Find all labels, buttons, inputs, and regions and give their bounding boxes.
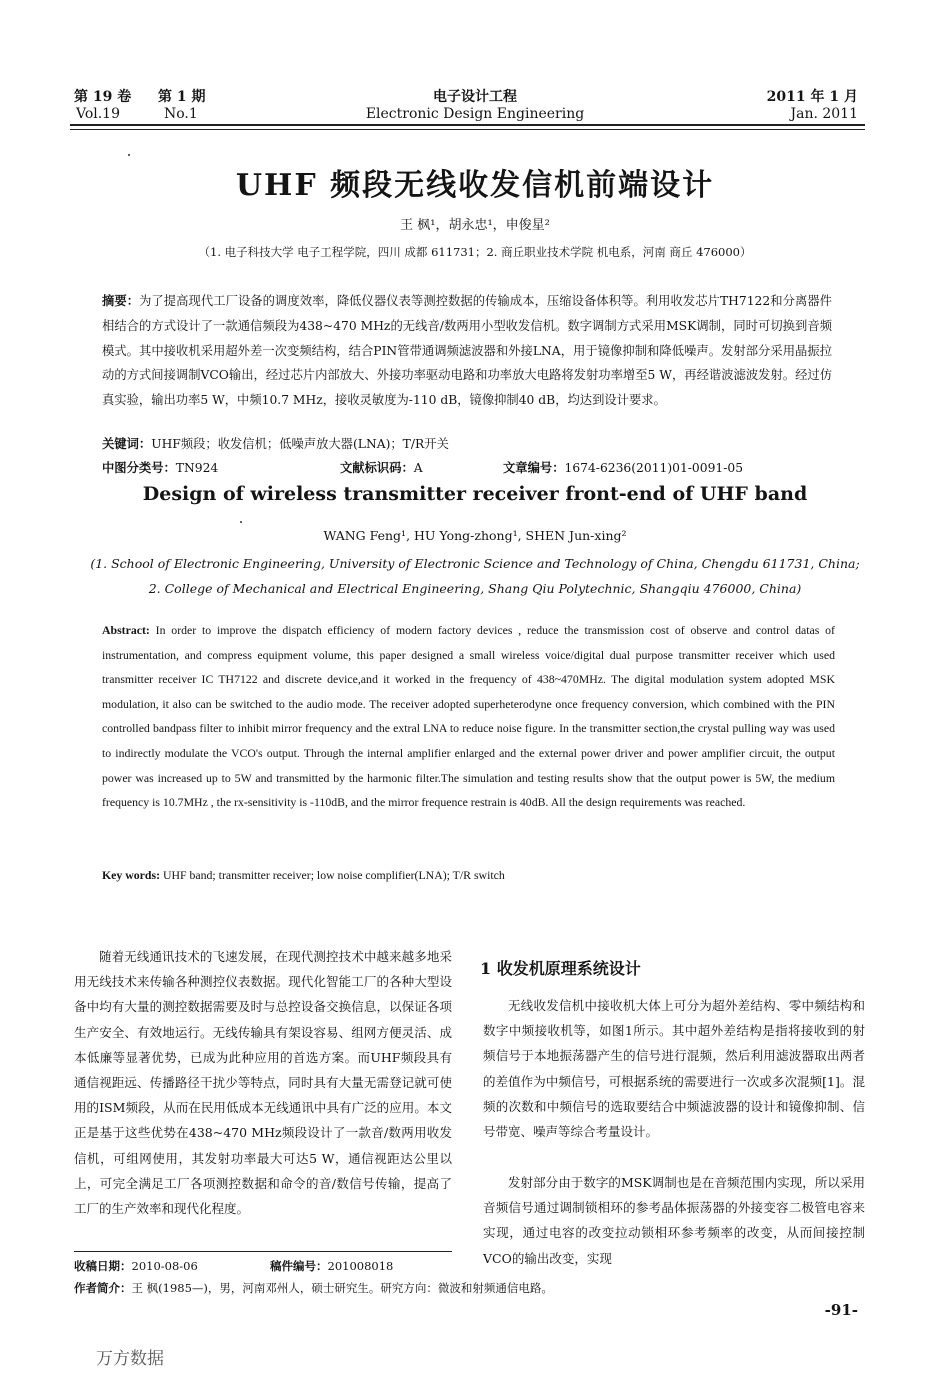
manuscript-number [270,1258,393,1274]
header-date-cn: 2011 年 1 月 [766,89,858,105]
abstract-en-text: In order to improve the dispatch efficiency of modern factory devices , reduce the transmission cost of observe and control datas of instrumentation, and compress equipment volume, this paper designed a small wireless voice/digital dual purpose transmitter receiver which used transmitter receiver IC TH7122 and discrete device,and it worked in the frequency of 438~470MHz. The digital modulation system adopted MSK modulation, it also can be switched to the audio mode. The receiver adopted superheterodyne once frequency conversion, which combined with the PIN controlled bandpass filter to inhibit mirror frequency and the extral LNA to reduce noise figure. In the transmitter section,the crystal pulling way was used to indirectly modulate the VCO's output. Through the internal amplifier enlarged and the external power driver and power amplifier circuit, the output power was increased up to 5W and transmitted by the harmonic filter.The simulation and testing results show that the output power is 5W, the medium frequency is 10.7MHz , the rx-sensitivity is -110dB, and the mirror frequence restrain is 40dB. All the design requirements was reached. [102,623,835,810]
received-value: 2010-08-06 [131,1259,198,1273]
page-number: -91- [824,1301,858,1319]
header-date-en: Jan. 2011 [790,106,858,122]
clc-number [102,458,218,476]
keywords-en-label: Key words: [102,868,160,882]
manuscript-label: 稿件编号： [270,1259,328,1273]
abstract-en-label: Abstract: [102,623,150,637]
header-volume-cn: 第 19 卷 [74,89,132,105]
author-bio [74,1280,553,1296]
authors-en: WANG Feng¹, HU Yong-zhong¹, SHEN Jun-xing² [323,528,627,543]
abstract-cn-label: 摘要： [102,293,140,308]
keywords-cn-label: 关键词： [102,436,152,451]
header-rule-thin [70,129,865,130]
abstract-cn-text: 为了提高现代工厂设备的调度效率，降低仪器仪表等测控数据的传输成本，压缩设备体积等。利用收发芯片TH7122和分离器件相结合的方式设计了一款通信频段为438~470 MHz的无线音/数两用小型收发信机。数字调制方式采用MSK调制，同时可切换到音频模式。其中接收机采用超外差一次变频结构，结合PIN管带通调频滤波器和外接LNA，用于镜像抑制和降低噪声。发射部分采用晶振拉动的方式间接调制VCO输出，经过芯片内部放大、外接功率驱动电路和功率放大电路将发射功率增至5 W，再经谐波滤波发射。经过仿真实验，输出功率5 W，中频10.7 MHz，接收灵敏度为-110 dB，镜像抑制40 dB，均达到设计要求。 [102,294,832,408]
authors-cn: 王 枫¹，胡永忠¹，申俊星² [400,218,550,233]
header-journal-cn: 电子设计工程 [433,89,517,105]
abstract-cn [102,289,832,413]
section-1-paragraph-1: 无线收发信机中接收机大体上可分为超外差结构、零中频结构和数字中频接收机等，如图1所示。其中超外差结构是指将接收到的射频信号于本地振荡器产生的信号进行混频，然后利用滤波器取出两者的差值作为中频信号，可根据系统的需要进行一次或多次混频[1]。混频的次数和中频信号的选取要结合中频滤波器的设计和镜像抑制、信号带宽、噪声等综合考量设计。 [483,998,865,1140]
header-rule-thick [70,124,865,126]
clc-value: TN924 [175,461,219,475]
received-label: 收稿日期： [74,1259,132,1273]
speck [128,154,130,156]
doc-code [340,458,423,476]
keywords-cn [102,432,832,457]
section-1-paragraph-2: 发射部分由于数字的MSK调制也是在音频范围内实现，所以采用音频信号通过调制锁相环的参考晶体振荡器的外接变容二极管电容来实现，通过电容的改变拉动锁相环参考频率的改变，从而间接控制VCO的输出改变，实现 [483,1175,865,1266]
article-value: 1674-6236(2011)01-0091-05 [564,461,744,475]
affiliation-en-1: (1. School of Electronic Engineering, University of Electronic Science and Technology of China, Chengdu 611731, China; [90,556,860,571]
header-journal-en: Electronic Design Engineering [365,106,585,122]
article-number [503,458,743,476]
clc-label: 中图分类号： [102,460,176,475]
footnote-rule [74,1251,452,1252]
keywords-en-text: UHF band; transmitter receiver; low noise complifier(LNA); T/R switch [162,868,505,882]
header-issue-en: No.1 [164,106,198,122]
doc-label: 文献标识码： [340,460,414,475]
affiliation-cn: （1. 电子科技大学 电子工程学院，四川 成都 611731；2. 商丘职业技术学院 机电系，河南 商丘 476000） [198,245,752,259]
intro-paragraph: 随着无线通讯技术的飞速发展，在现代测控技术中越来越多地采用无线技术来传输各种测控仪表数据。现代化智能工厂的各种大型设备中均有大量的测控数据需要及时与总控设备交换信息，以保证各项生产安全、有效地运行。无线传输具有架设容易、组网方便灵活、成本低廉等显著优势，已成为此种应用的首选方案。而UHF频段具有通信视距远、传播路径干扰少等特点，同时具有大量无需登记就可使用的ISM频段，从而在民用低成本无线通讯中具有广泛的应用。本文正是基于这些优势在438~470 MHz频段设计了一款音/数两用收发信机，可组网使用，其发射功率最大可达5 W，通信视距达公里以上，可完全满足工厂各项测控数据和命令的音/数信号传输，提高了工厂的生产效率和现代化程度。 [74,949,452,1217]
keywords-cn-text: UHF频段；收发信机；低噪声放大器(LNA)；T/R开关 [151,437,449,451]
manuscript-value: 201008018 [327,1259,394,1273]
section-1-heading: 1 收发机原理系统设计 [480,959,641,978]
paper-title-en: Design of wireless transmitter receiver front-end of UHF band [142,483,808,505]
bio-text: 王 枫(1985—)，男，河南邓州人，硕士研究生。研究方向：微波和射频通信电路。 [131,1281,553,1295]
keywords-en [102,863,835,888]
article-label: 文章编号： [503,460,565,475]
paper-title-cn: UHF 频段无线收发信机前端设计 [235,168,715,203]
watermark-text: 万方数据 [96,1349,164,1369]
header-volume-en: Vol.19 [76,106,120,122]
affiliation-en-2: 2. College of Mechanical and Electrical Engineering, Shang Qiu Polytechnic, Shangqiu 476000, China) [148,581,802,596]
bio-label: 作者简介： [74,1281,132,1295]
header-issue-cn: 第 1 期 [158,89,206,105]
speck [240,521,242,523]
abstract-en [102,618,835,815]
received-date [74,1258,198,1274]
doc-value: A [413,461,423,475]
